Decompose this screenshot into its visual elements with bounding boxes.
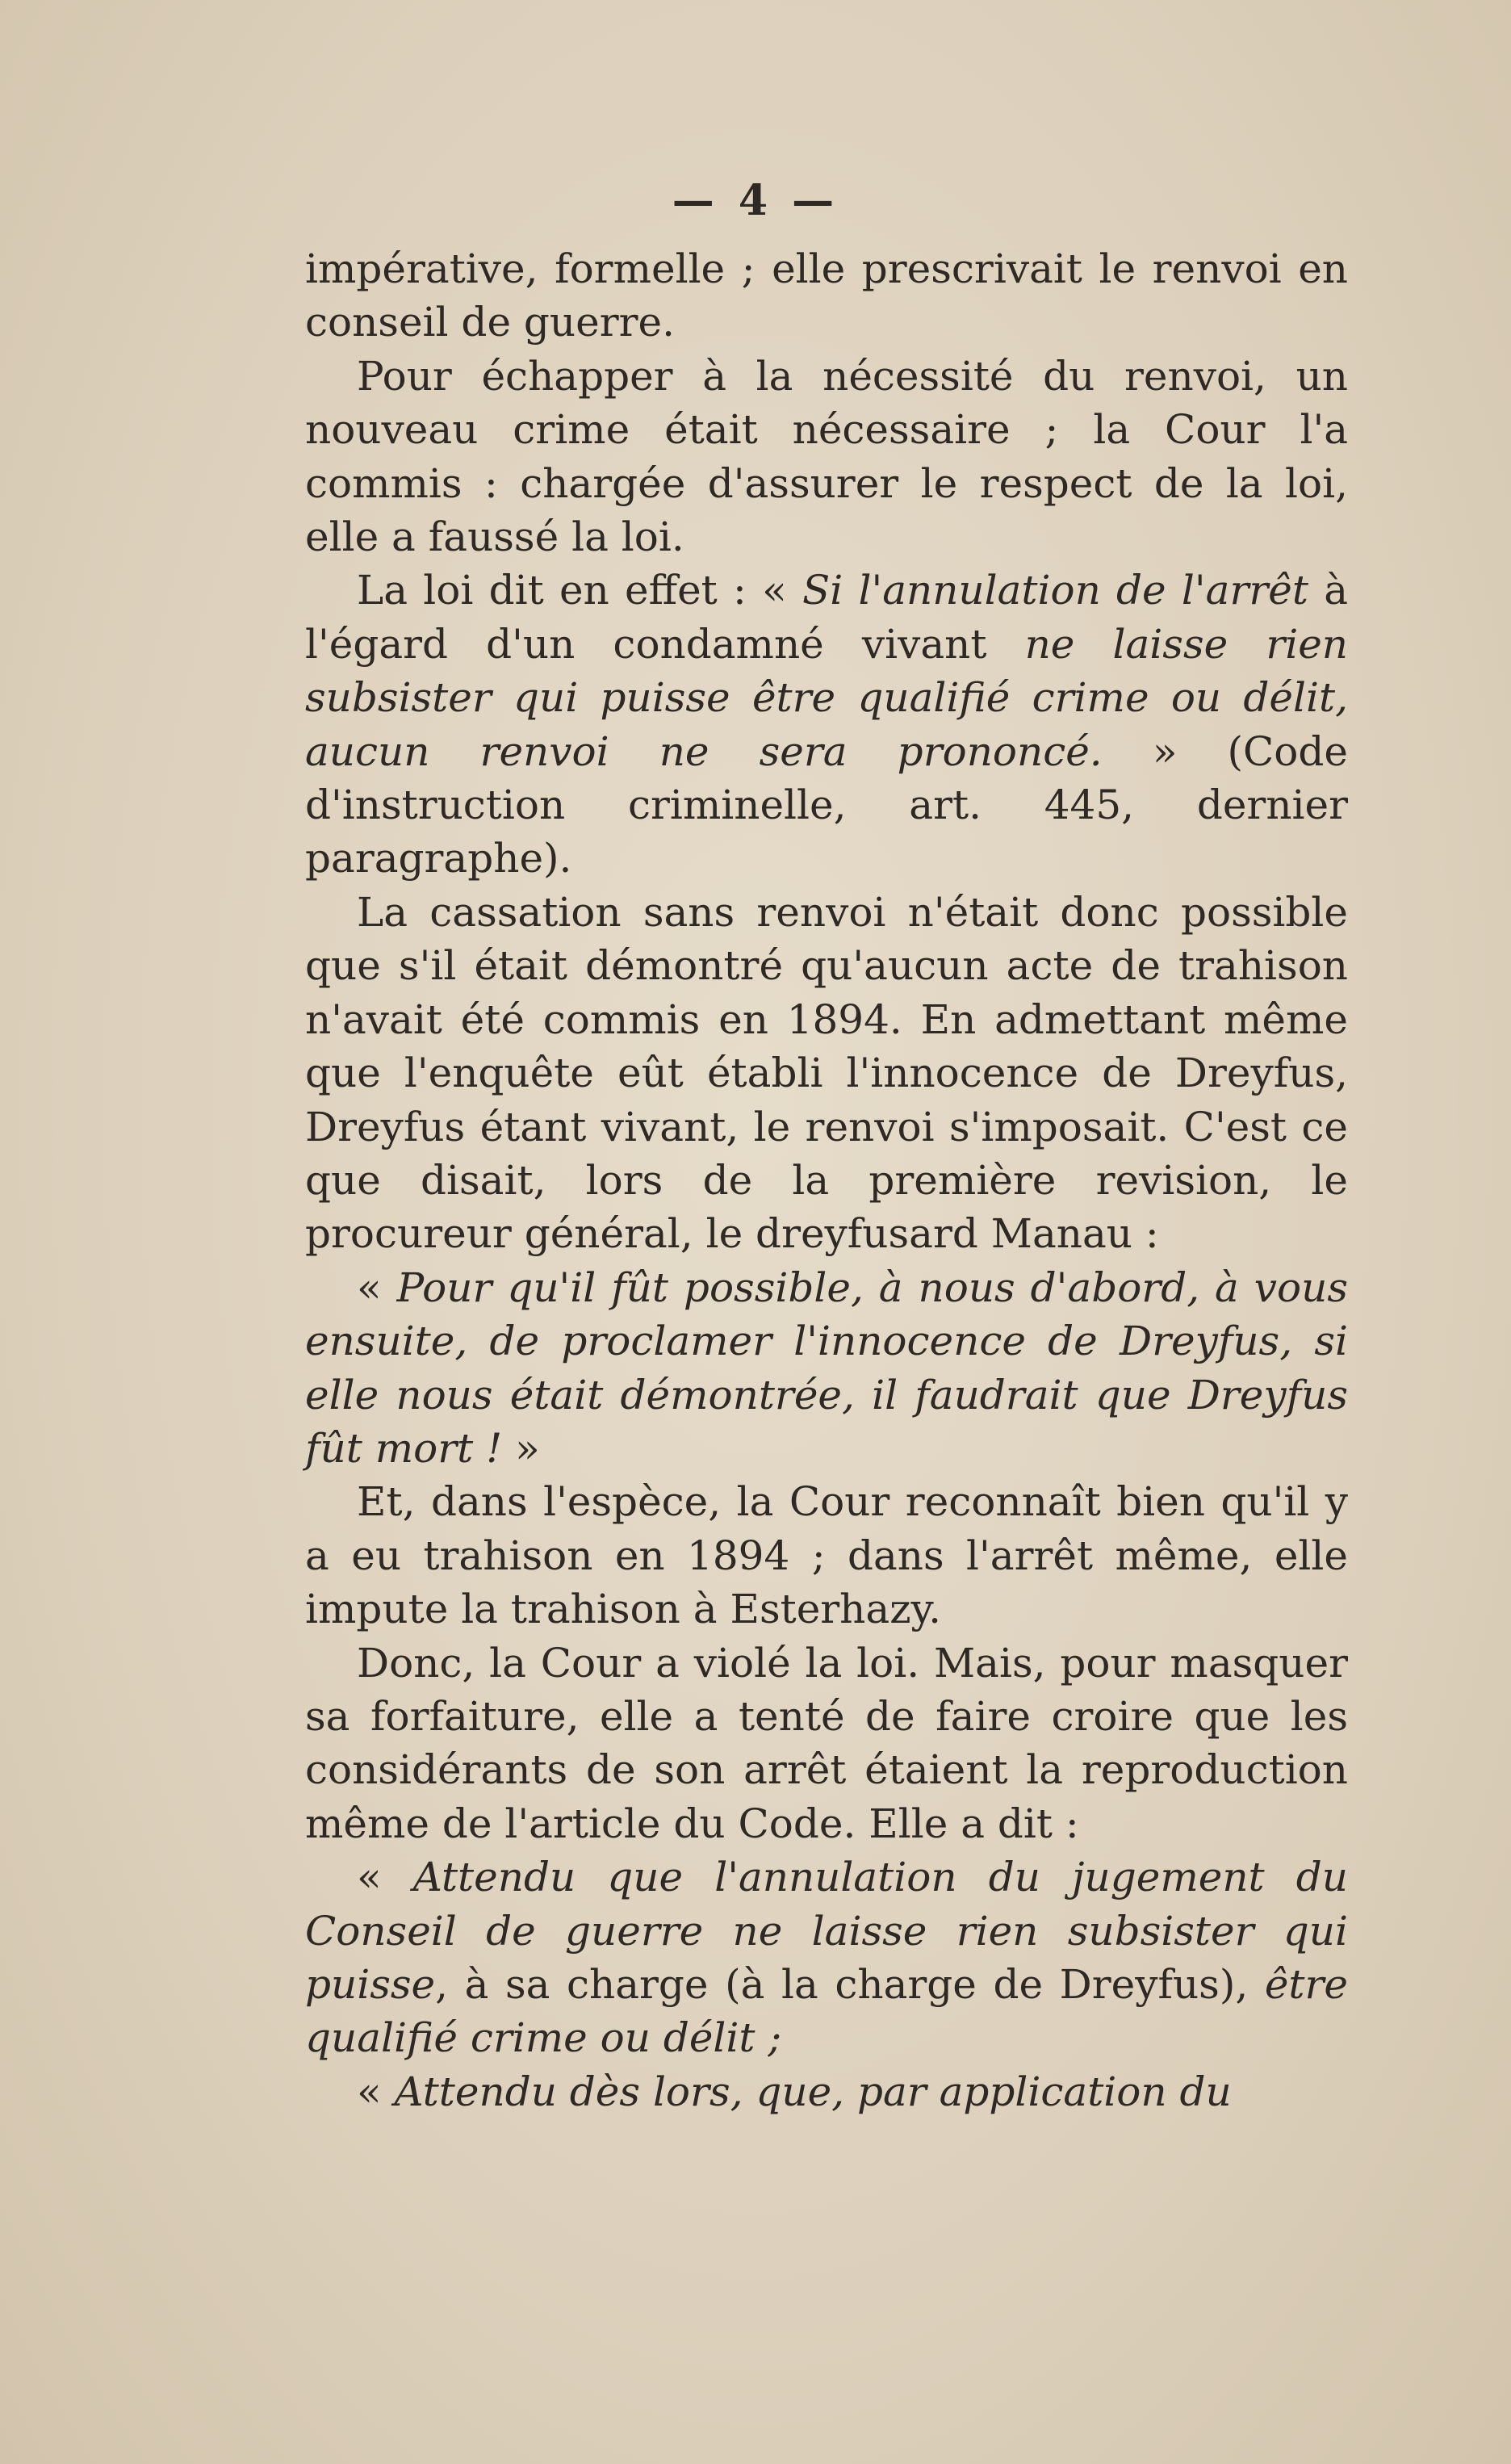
paragraph — [305, 1475, 1348, 1636]
italic-text: Si l'annulation de l'arrêt — [802, 567, 1308, 614]
text-run: à l'égard d'un condamné vivant — [305, 567, 1348, 668]
italic-text: Pour qu'il fût possible, à nous d'abord, à vous ensuite, de proclamer l'innocence de Dreyfus, si elle nous était démontrée, il faudrait que Dreyfus fût mort ! — [305, 1263, 1349, 1472]
text-run: La loi dit en effet : « — [357, 567, 802, 614]
text-run: Donc, la Cour a violé la loi. Mais, pour masquer sa forfaiture, elle a tenté de faire croire que les considérants de son arrêt étaient la reproduction même de l'article du Code. Elle a dit : — [305, 1639, 1348, 1847]
text-run: Et, dans l'espèce, la Cour reconnaît bien qu'il y a eu trahison en 1894 ; dans l'arrêt même, elle impute la trahison à Esterhazy. — [305, 1478, 1348, 1633]
paragraph — [305, 564, 1348, 885]
paragraph — [305, 1850, 1348, 2065]
text-run: impérative, formelle ; elle prescrivait le renvoi en conseil de guerre. — [305, 245, 1348, 346]
text-run: La cassation sans renvoi n'était donc possible que s'il était démontré qu'aucun acte de trahison n'avait été commis en 1894. En admettant même que l'enquête eût établi l'innocence de Dreyfus, Dreyfus étant vivant, le renvoi s'imposait. C'est ce que disait, lors de la première revision, le procureur général, le dreyfusard Manau : — [305, 888, 1348, 1258]
text-run: » (Code d'instruction criminelle, art. 445, dernier paragraphe). — [305, 727, 1348, 882]
paragraph — [305, 2065, 1348, 2118]
text-run: « — [357, 2068, 395, 2115]
italic-text: être qualifié crime ou délit ; — [305, 1961, 1348, 2062]
italic-text: ne laisse rien subsister qui puisse être qualifié crime ou délit, aucun renvoi ne sera prononcé. — [305, 620, 1349, 775]
body-text — [305, 242, 1348, 2118]
italic-text: Attendu dès lors, que, par application du — [394, 2068, 1232, 2115]
paragraph — [305, 242, 1348, 350]
text-run: , à sa charge (à la charge de Dreyfus), — [435, 1961, 1265, 2008]
page-number: — 4 — — [672, 176, 839, 225]
italic-text: Attendu que l'annulation du jugement du Conseil de guerre ne laisse rien subsister qui puisse — [305, 1854, 1348, 2008]
paragraph — [305, 1261, 1348, 1476]
text-run: « — [357, 1263, 397, 1311]
paragraph — [305, 1636, 1348, 1851]
paragraph — [305, 886, 1348, 1261]
text-run: « — [357, 1854, 413, 1901]
text-run: Pour échapper à la nécessité du renvoi, un nouveau crime était nécessaire ; la Cour l'a commis : chargée d'assurer le respect de la loi, elle a faussé la loi. — [305, 352, 1348, 561]
text-run: » — [502, 1424, 540, 1472]
paragraph — [305, 350, 1348, 564]
